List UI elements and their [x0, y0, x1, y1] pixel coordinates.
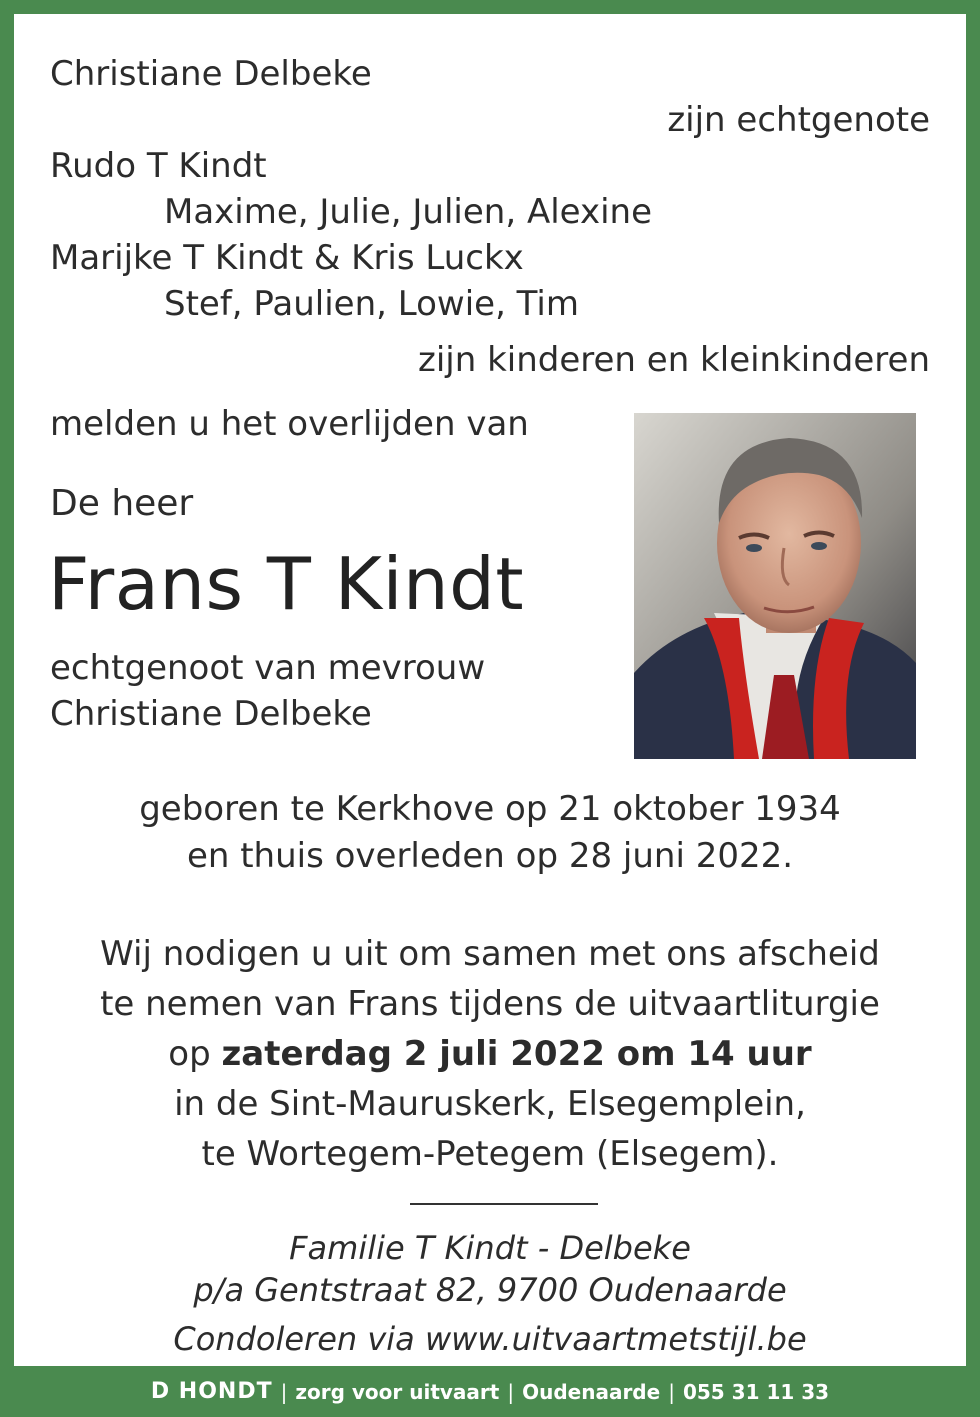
separator: |: [280, 1379, 288, 1404]
birth-line: geboren te Kerkhove op 21 oktober 1934: [139, 789, 841, 829]
spouse-name: Christiane Delbeke: [50, 54, 372, 94]
grandchildren-1: Maxime, Julie, Julien, Alexine: [164, 192, 653, 232]
spouse-role: zijn echtgenote: [667, 100, 930, 140]
contact-address: p/a Gentstraat 82, 9700 Oudenaarde: [193, 1271, 787, 1309]
child-1-name: Rudo T Kindt: [50, 146, 267, 186]
footer-city: Oudenaarde: [522, 1379, 661, 1404]
child-2-name: Marijke T Kindt & Kris Luckx: [50, 238, 524, 278]
contact-family: Familie T Kindt - Delbeke: [289, 1229, 691, 1267]
footer-phone: 055 31 11 33: [682, 1379, 830, 1404]
spouse-line-1: echtgenoot van mevrouw: [50, 648, 486, 688]
invitation-line-2: te nemen van Frans tijdens de uitvaartliturgie: [100, 984, 880, 1024]
spouse-line-2: Christiane Delbeke: [50, 694, 372, 734]
separator: |: [668, 1379, 675, 1404]
portrait-photo: [634, 413, 916, 759]
invitation-line-3: [14, 1034, 966, 1074]
footer-service: zorg voor uitvaart: [295, 1379, 500, 1404]
invitation-line-4: in de Sint-Mauruskerk, Elsegemplein,: [174, 1084, 806, 1124]
separator: |: [507, 1379, 515, 1404]
divider-line: [410, 1203, 598, 1205]
grandchildren-2: Stef, Paulien, Lowie, Tim: [164, 284, 579, 324]
funeral-date-time: zaterdag 2 juli 2022 om 14 uur: [221, 1034, 812, 1074]
brand-logo: D HONDT: [150, 1379, 273, 1404]
deceased-name: Frans T Kindt: [48, 542, 525, 626]
invitation-line-5: te Wortegem-Petegem (Elsegem).: [201, 1134, 779, 1174]
honorific: De heer: [50, 483, 194, 524]
death-notice-card: [14, 14, 966, 1366]
death-line: en thuis overleden op 28 juni 2022.: [186, 836, 794, 876]
invitation-line-3-prefix: op: [168, 1034, 222, 1074]
condolences-line: Condoleren via www.uitvaartmetstijl.be: [173, 1320, 807, 1358]
announcement-intro: melden u het overlijden van: [50, 404, 529, 444]
children-role: zijn kinderen en kleinkinderen: [418, 340, 930, 380]
footer-bar: [0, 1366, 980, 1417]
invitation-line-1: Wij nodigen u uit om samen met ons afscheid: [100, 934, 880, 974]
